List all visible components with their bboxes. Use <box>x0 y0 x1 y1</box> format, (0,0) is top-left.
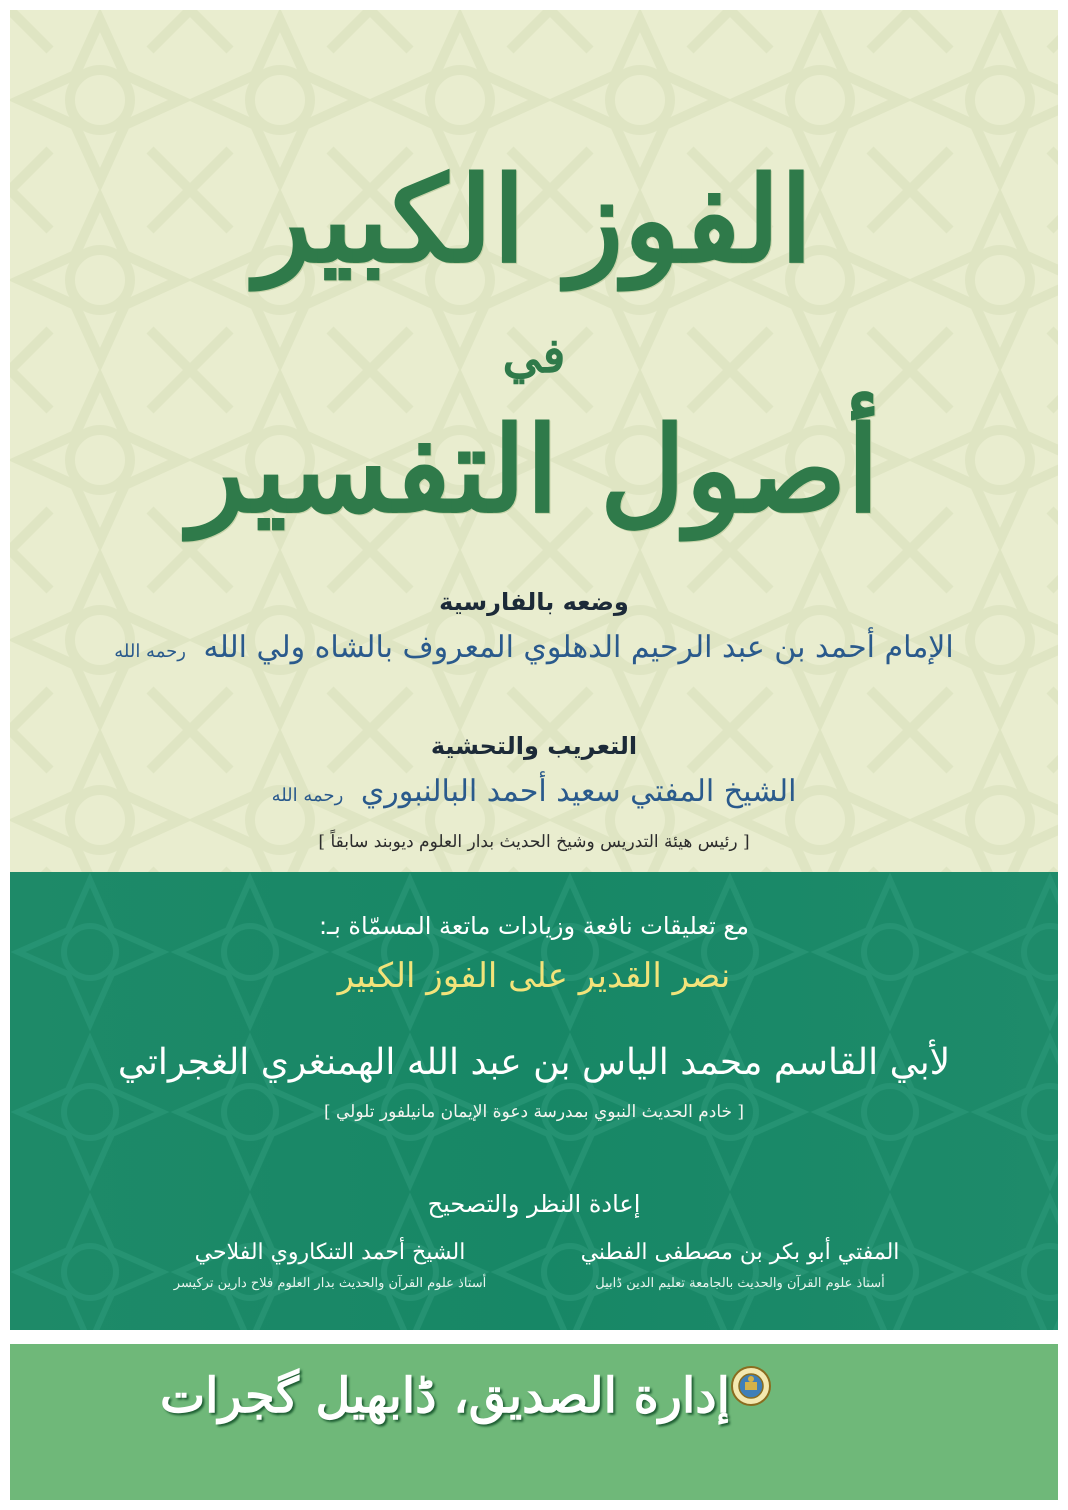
cover-divider-strip <box>10 1330 1058 1344</box>
original-author-name-text: الإمام أحمد بن عبد الرحيم الدهلوي المعروف بالشاه ولي الله <box>203 630 954 665</box>
reviewer-2-note: أستاذ علوم القرآن والحديث بدار العلوم فلاح دارين تركيسر <box>173 1276 487 1291</box>
translator-suffix: رحمه الله <box>271 785 344 806</box>
book-title-connector: في <box>502 328 566 384</box>
commentary-author-note: [ خادم الحديث النبوي بمدرسة دعوة الإيمان مانيلفور تلولي ] <box>323 1102 745 1122</box>
cover-green-band <box>10 872 1058 1330</box>
commentary-title: نصر القدير على الفوز الكبير <box>337 956 731 996</box>
translator-note: [ رئيس هيئة التدريس وشيخ الحديث بدار العلوم ديوبند سابقاً ] <box>318 832 750 852</box>
translator-label: التعريب والتحشية <box>430 732 638 760</box>
book-cover <box>10 10 1058 1500</box>
publisher-name: إدارة الصديق، ڈابھیل گجرات <box>159 1368 730 1424</box>
book-title-line-1: الفوز الكبير <box>255 150 813 289</box>
original-author-suffix: رحمه الله <box>114 641 186 662</box>
reviewer-2-name: الشيخ أحمد التنكاروي الفلاحي <box>194 1240 466 1265</box>
reviewer-1-name: المفتي أبو بكر بن مصطفى الفطني <box>580 1240 900 1265</box>
commentary-author: لأبي القاسم محمد الياس بن عبد الله الهمنغري الغجراتي <box>117 1042 951 1083</box>
cover-top-section <box>10 10 1058 872</box>
publisher-band <box>10 1344 1058 1500</box>
reviewer-1-note: أستاذ علوم القرآن والحديث بالجامعة تعليم الدين ڈابيل <box>595 1276 885 1291</box>
review-label: إعادة النظر والتصحيح <box>427 1190 641 1218</box>
translator-name <box>10 774 1058 809</box>
original-author-name <box>10 630 1058 665</box>
commentary-intro: مع تعليقات نافعة وزيادات ماتعة المسمّاة بـ: <box>318 912 750 940</box>
original-author-label: وضعه بالفارسية <box>439 588 629 616</box>
book-title-line-2: أصول التفسير <box>188 400 880 539</box>
translator-name-text: الشيخ المفتي سعيد أحمد البالنبوري <box>360 774 797 809</box>
publisher-logo-icon <box>730 1365 772 1407</box>
